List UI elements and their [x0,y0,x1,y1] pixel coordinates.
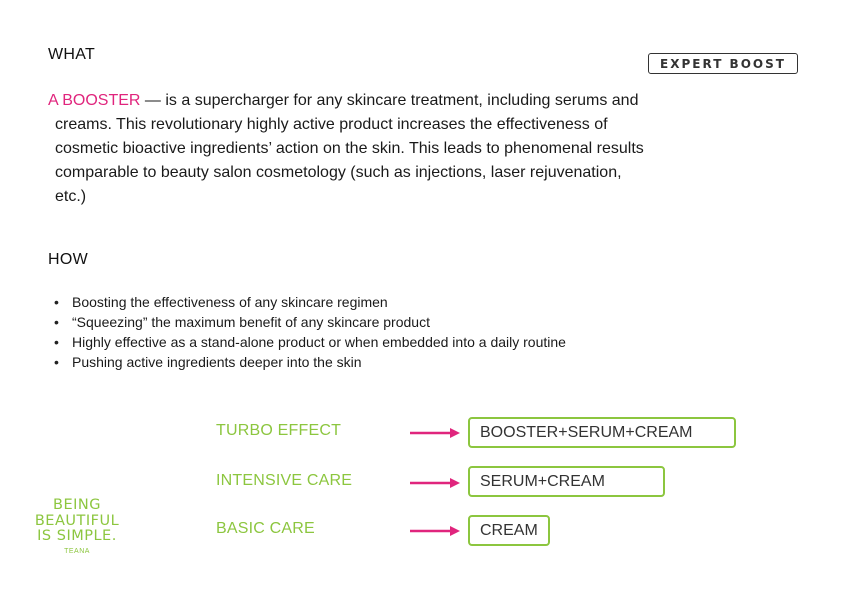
list-item [54,292,566,312]
row-label-basic-care: BASIC CARE [216,520,315,537]
brand-logo [32,498,122,555]
booster-description [48,89,748,209]
list-item [54,312,566,332]
bullet-text: Boosting the effectiveness of any skincare regimen [72,294,388,310]
how-heading: HOW [48,251,89,268]
arrow-right-icon [410,525,460,537]
description-line: comparable to beauty salon cosmetology (such as injections, laser rejuvenation, [55,164,622,181]
list-item [54,332,566,352]
arrow-right-icon [410,427,460,439]
row-label-intensive-care: INTENSIVE CARE [216,472,353,489]
bullet-icon: • [54,354,59,370]
expert-boost-badge: EXPERT BOOST [648,53,798,74]
formula-box-basic: CREAM [468,515,550,546]
description-text: — is a supercharger for any skincare treatment, including serums and [140,92,639,109]
description-line: creams. This revolutionary highly active product increases the effectiveness of [55,116,608,133]
logo-line: BEAUTIFUL [34,512,120,529]
logo-brand: TEANA [64,547,90,555]
list-item [54,352,566,372]
logo-line: BEING [53,497,101,513]
booster-term: A BOOSTER [48,92,141,109]
description-line [48,89,748,113]
row-label-turbo-effect: TURBO EFFECT [216,422,342,439]
what-heading: WHAT [48,46,96,63]
bullet-icon: • [54,334,59,350]
description-line: etc.) [55,188,87,205]
formula-box-intensive: SERUM+CREAM [468,466,665,497]
formula-box-turbo: BOOSTER+SERUM+CREAM [468,417,736,448]
bullet-icon: • [54,314,59,330]
arrow-right-icon [410,477,460,489]
logo-line: IS SIMPLE. [37,528,117,544]
description-line: cosmetic bioactive ingredients’ action on the skin. This leads to phenomenal results [55,140,644,157]
how-bullet-list [54,292,566,372]
bullet-text: Pushing active ingredients deeper into the skin [72,354,362,370]
bullet-text: Highly effective as a stand-alone product or when embedded into a daily routine [72,334,566,350]
bullet-icon: • [54,294,59,310]
bullet-text: “Squeezing” the maximum benefit of any skincare product [72,314,430,330]
